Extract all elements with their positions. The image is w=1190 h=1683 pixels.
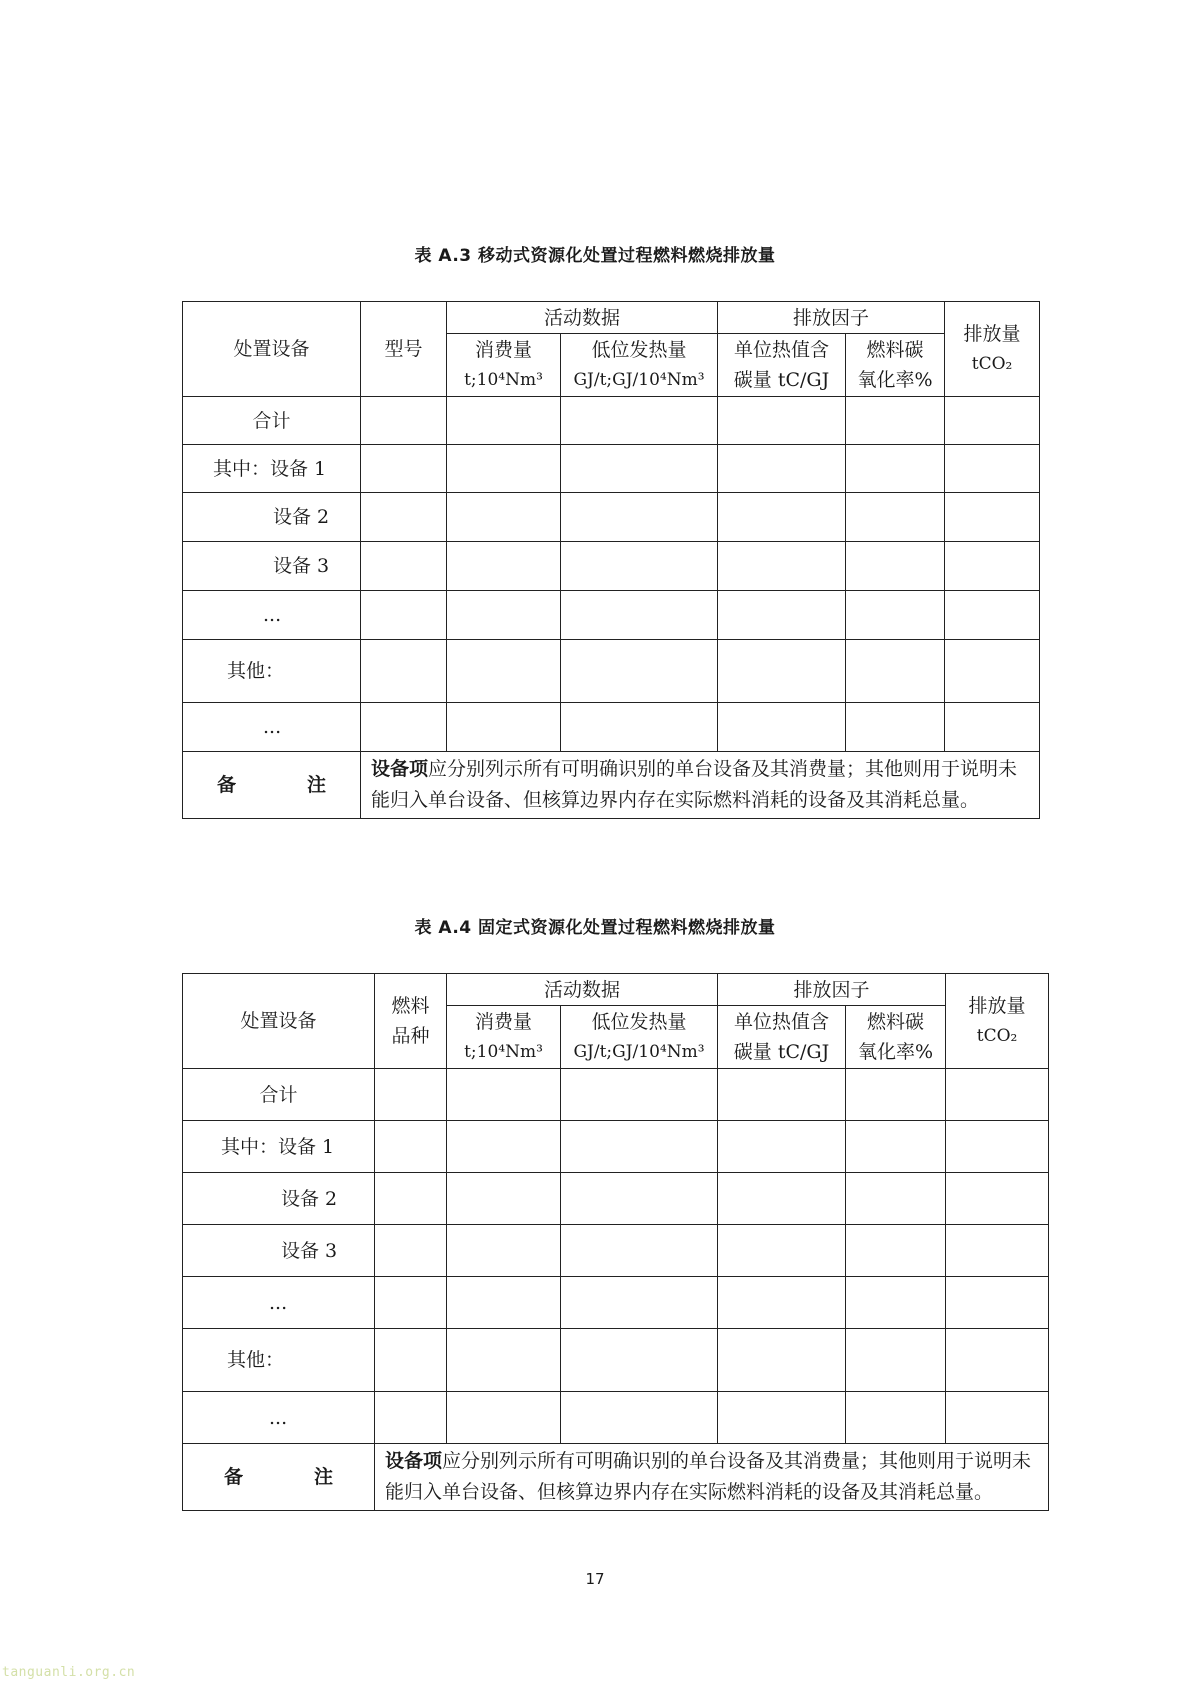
cell xyxy=(846,1225,946,1277)
header-emissions-label: 排放量 xyxy=(968,995,1026,1017)
cell xyxy=(447,1121,561,1173)
cell xyxy=(945,493,1040,542)
header-carbon-content-l2: 碳量 tC/GJ xyxy=(733,369,830,391)
cell xyxy=(447,591,561,640)
cell xyxy=(718,640,846,703)
cell xyxy=(846,445,945,493)
header-consumption xyxy=(447,334,561,397)
cell xyxy=(846,703,945,752)
table-row xyxy=(183,445,1040,493)
header-carbon-content xyxy=(718,334,846,397)
remark-bold-term: 设备项 xyxy=(371,758,429,780)
header-consumption-label: 消费量 xyxy=(474,339,532,361)
remark-body-text: 应分别列示所有可明确识别的单台设备及其消费量；其他则用于说明未能归入单台设备、但核算边界内存在实际燃料消耗的设备及其消耗总量。 xyxy=(371,758,1018,811)
cell xyxy=(447,640,561,703)
remark-label: 备 注 xyxy=(183,752,361,819)
row-label-other: 其他： xyxy=(183,1329,375,1392)
cell xyxy=(946,1069,1049,1121)
cell xyxy=(561,445,718,493)
cell xyxy=(375,1225,447,1277)
cell xyxy=(561,1121,718,1173)
cell xyxy=(447,1173,561,1225)
header-emissions xyxy=(946,974,1049,1069)
cell xyxy=(561,493,718,542)
cell xyxy=(361,542,447,591)
row-label-total: 合计 xyxy=(183,1069,375,1121)
table-row xyxy=(183,397,1040,445)
remark-body-text: 应分别列示所有可明确识别的单台设备及其消费量；其他则用于说明未能归入单台设备、但核算边界内存在实际燃料消耗的设备及其消耗总量。 xyxy=(385,1450,1032,1503)
row-label-ellipsis: ... xyxy=(183,703,361,752)
cell xyxy=(846,1392,946,1444)
table-row xyxy=(183,703,1040,752)
row-label-ellipsis: ... xyxy=(183,1392,375,1444)
header-emissions-unit: tCO₂ xyxy=(971,354,1013,374)
cell xyxy=(718,703,846,752)
remark-text xyxy=(361,752,1040,819)
cell xyxy=(375,1392,447,1444)
cell xyxy=(447,703,561,752)
cell xyxy=(846,1277,946,1329)
cell xyxy=(718,542,846,591)
cell xyxy=(361,640,447,703)
cell xyxy=(561,640,718,703)
header-consumption-label: 消费量 xyxy=(474,1011,532,1033)
table-row xyxy=(183,542,1040,591)
row-label-device-1: 其中：设备 1 xyxy=(183,445,361,493)
cell xyxy=(718,1392,846,1444)
header-device: 处置设备 xyxy=(183,302,361,397)
row-label-device-2: 设备 2 xyxy=(183,493,361,542)
cell xyxy=(561,542,718,591)
header-fuel-type-l2: 品种 xyxy=(391,1025,430,1047)
table-row xyxy=(183,640,1040,703)
cell xyxy=(945,445,1040,493)
cell xyxy=(561,1277,718,1329)
header-consumption-unit: t;10⁴Nm³ xyxy=(464,1042,543,1062)
remark-row xyxy=(183,752,1040,819)
cell xyxy=(946,1121,1049,1173)
table-row xyxy=(183,493,1040,542)
cell xyxy=(846,1173,946,1225)
header-fuel-type xyxy=(375,974,447,1069)
cell xyxy=(561,1329,718,1392)
cell xyxy=(945,640,1040,703)
cell xyxy=(718,1329,846,1392)
row-label-total: 合计 xyxy=(183,397,361,445)
row-label-device-1: 其中：设备 1 xyxy=(183,1121,375,1173)
header-oxidation-rate xyxy=(846,334,945,397)
cell xyxy=(561,591,718,640)
row-label-ellipsis: ... xyxy=(183,591,361,640)
header-ncv xyxy=(561,334,718,397)
cell xyxy=(718,1173,846,1225)
header-ncv-unit: GJ/t;GJ/10⁴Nm³ xyxy=(573,1042,705,1062)
cell xyxy=(361,493,447,542)
cell xyxy=(846,1069,946,1121)
cell xyxy=(447,445,561,493)
header-emissions xyxy=(945,302,1040,397)
header-carbon-content-l1: 单位热值含 xyxy=(734,1011,830,1033)
header-emission-factor: 排放因子 xyxy=(718,974,946,1006)
header-oxidation-rate-l2: 氧化率% xyxy=(857,369,933,391)
header-ncv-unit: GJ/t;GJ/10⁴Nm³ xyxy=(573,370,705,390)
cell xyxy=(846,591,945,640)
table-a4 xyxy=(182,973,1049,1511)
cell xyxy=(718,397,846,445)
row-label-device-3: 设备 3 xyxy=(183,542,361,591)
header-emission-factor: 排放因子 xyxy=(718,302,945,334)
row-label-device-2: 设备 2 xyxy=(183,1173,375,1225)
header-carbon-content-l2: 碳量 tC/GJ xyxy=(733,1041,830,1063)
header-ncv-label: 低位发热量 xyxy=(591,1011,687,1033)
cell xyxy=(561,703,718,752)
cell xyxy=(945,703,1040,752)
cell xyxy=(946,1225,1049,1277)
cell xyxy=(375,1121,447,1173)
cell xyxy=(846,1329,946,1392)
cell xyxy=(946,1329,1049,1392)
header-emissions-label: 排放量 xyxy=(963,323,1021,345)
cell xyxy=(375,1277,447,1329)
cell xyxy=(447,1225,561,1277)
table-a3 xyxy=(182,301,1040,819)
header-fuel-type-l1: 燃料 xyxy=(391,995,430,1017)
table-row xyxy=(183,1225,1049,1277)
header-carbon-content-l1: 单位热值含 xyxy=(734,339,830,361)
cell xyxy=(846,640,945,703)
cell xyxy=(846,1121,946,1173)
cell xyxy=(561,1392,718,1444)
cell xyxy=(561,397,718,445)
header-oxidation-rate-l2: 氧化率% xyxy=(857,1041,934,1063)
cell xyxy=(718,1277,846,1329)
cell xyxy=(946,1392,1049,1444)
cell xyxy=(561,1173,718,1225)
header-activity-data: 活动数据 xyxy=(447,974,718,1006)
cell xyxy=(718,1069,846,1121)
cell xyxy=(945,542,1040,591)
remark-text xyxy=(375,1444,1049,1511)
row-label-device-3: 设备 3 xyxy=(183,1225,375,1277)
remark-label: 备 注 xyxy=(183,1444,375,1511)
table-row xyxy=(183,591,1040,640)
header-model: 型号 xyxy=(361,302,447,397)
header-activity-data: 活动数据 xyxy=(447,302,718,334)
cell xyxy=(447,1277,561,1329)
table-a3-caption: 表 A.3 移动式资源化处置过程燃料燃烧排放量 xyxy=(414,246,776,266)
row-label-ellipsis: ... xyxy=(183,1277,375,1329)
cell xyxy=(846,397,945,445)
header-consumption-unit: t;10⁴Nm³ xyxy=(464,370,543,390)
cell xyxy=(946,1173,1049,1225)
header-emissions-unit: tCO₂ xyxy=(976,1026,1018,1046)
row-label-other: 其他： xyxy=(183,640,361,703)
cell xyxy=(718,1225,846,1277)
cell xyxy=(375,1173,447,1225)
cell xyxy=(718,445,846,493)
cell xyxy=(945,591,1040,640)
header-oxidation-rate xyxy=(846,1006,946,1069)
table-a4-caption: 表 A.4 固定式资源化处置过程燃料燃烧排放量 xyxy=(414,918,776,938)
cell xyxy=(375,1329,447,1392)
cell xyxy=(375,1069,447,1121)
header-carbon-content xyxy=(718,1006,846,1069)
cell xyxy=(447,542,561,591)
cell xyxy=(718,591,846,640)
cell xyxy=(361,591,447,640)
table-row xyxy=(183,1329,1049,1392)
cell xyxy=(361,703,447,752)
table-row xyxy=(183,1173,1049,1225)
header-ncv-label: 低位发热量 xyxy=(591,339,687,361)
page-number: 17 xyxy=(585,1570,605,1588)
header-oxidation-rate-l1: 燃料碳 xyxy=(867,1011,925,1033)
remark-bold-term: 设备项 xyxy=(385,1450,443,1472)
watermark-text: tanguanli.org.cn xyxy=(2,1665,136,1680)
cell xyxy=(946,1277,1049,1329)
cell xyxy=(846,542,945,591)
remark-row xyxy=(183,1444,1049,1511)
table-row xyxy=(183,1277,1049,1329)
cell xyxy=(447,1329,561,1392)
cell xyxy=(718,493,846,542)
cell xyxy=(361,397,447,445)
cell xyxy=(447,493,561,542)
cell xyxy=(447,1392,561,1444)
table-row xyxy=(183,1392,1049,1444)
cell xyxy=(945,397,1040,445)
cell xyxy=(447,397,561,445)
table-row xyxy=(183,1069,1049,1121)
cell xyxy=(561,1225,718,1277)
header-oxidation-rate-l1: 燃料碳 xyxy=(866,339,924,361)
header-ncv xyxy=(561,1006,718,1069)
header-consumption xyxy=(447,1006,561,1069)
cell xyxy=(846,493,945,542)
cell xyxy=(561,1069,718,1121)
header-device: 处置设备 xyxy=(183,974,375,1069)
cell xyxy=(447,1069,561,1121)
cell xyxy=(361,445,447,493)
cell xyxy=(718,1121,846,1173)
table-row xyxy=(183,1121,1049,1173)
